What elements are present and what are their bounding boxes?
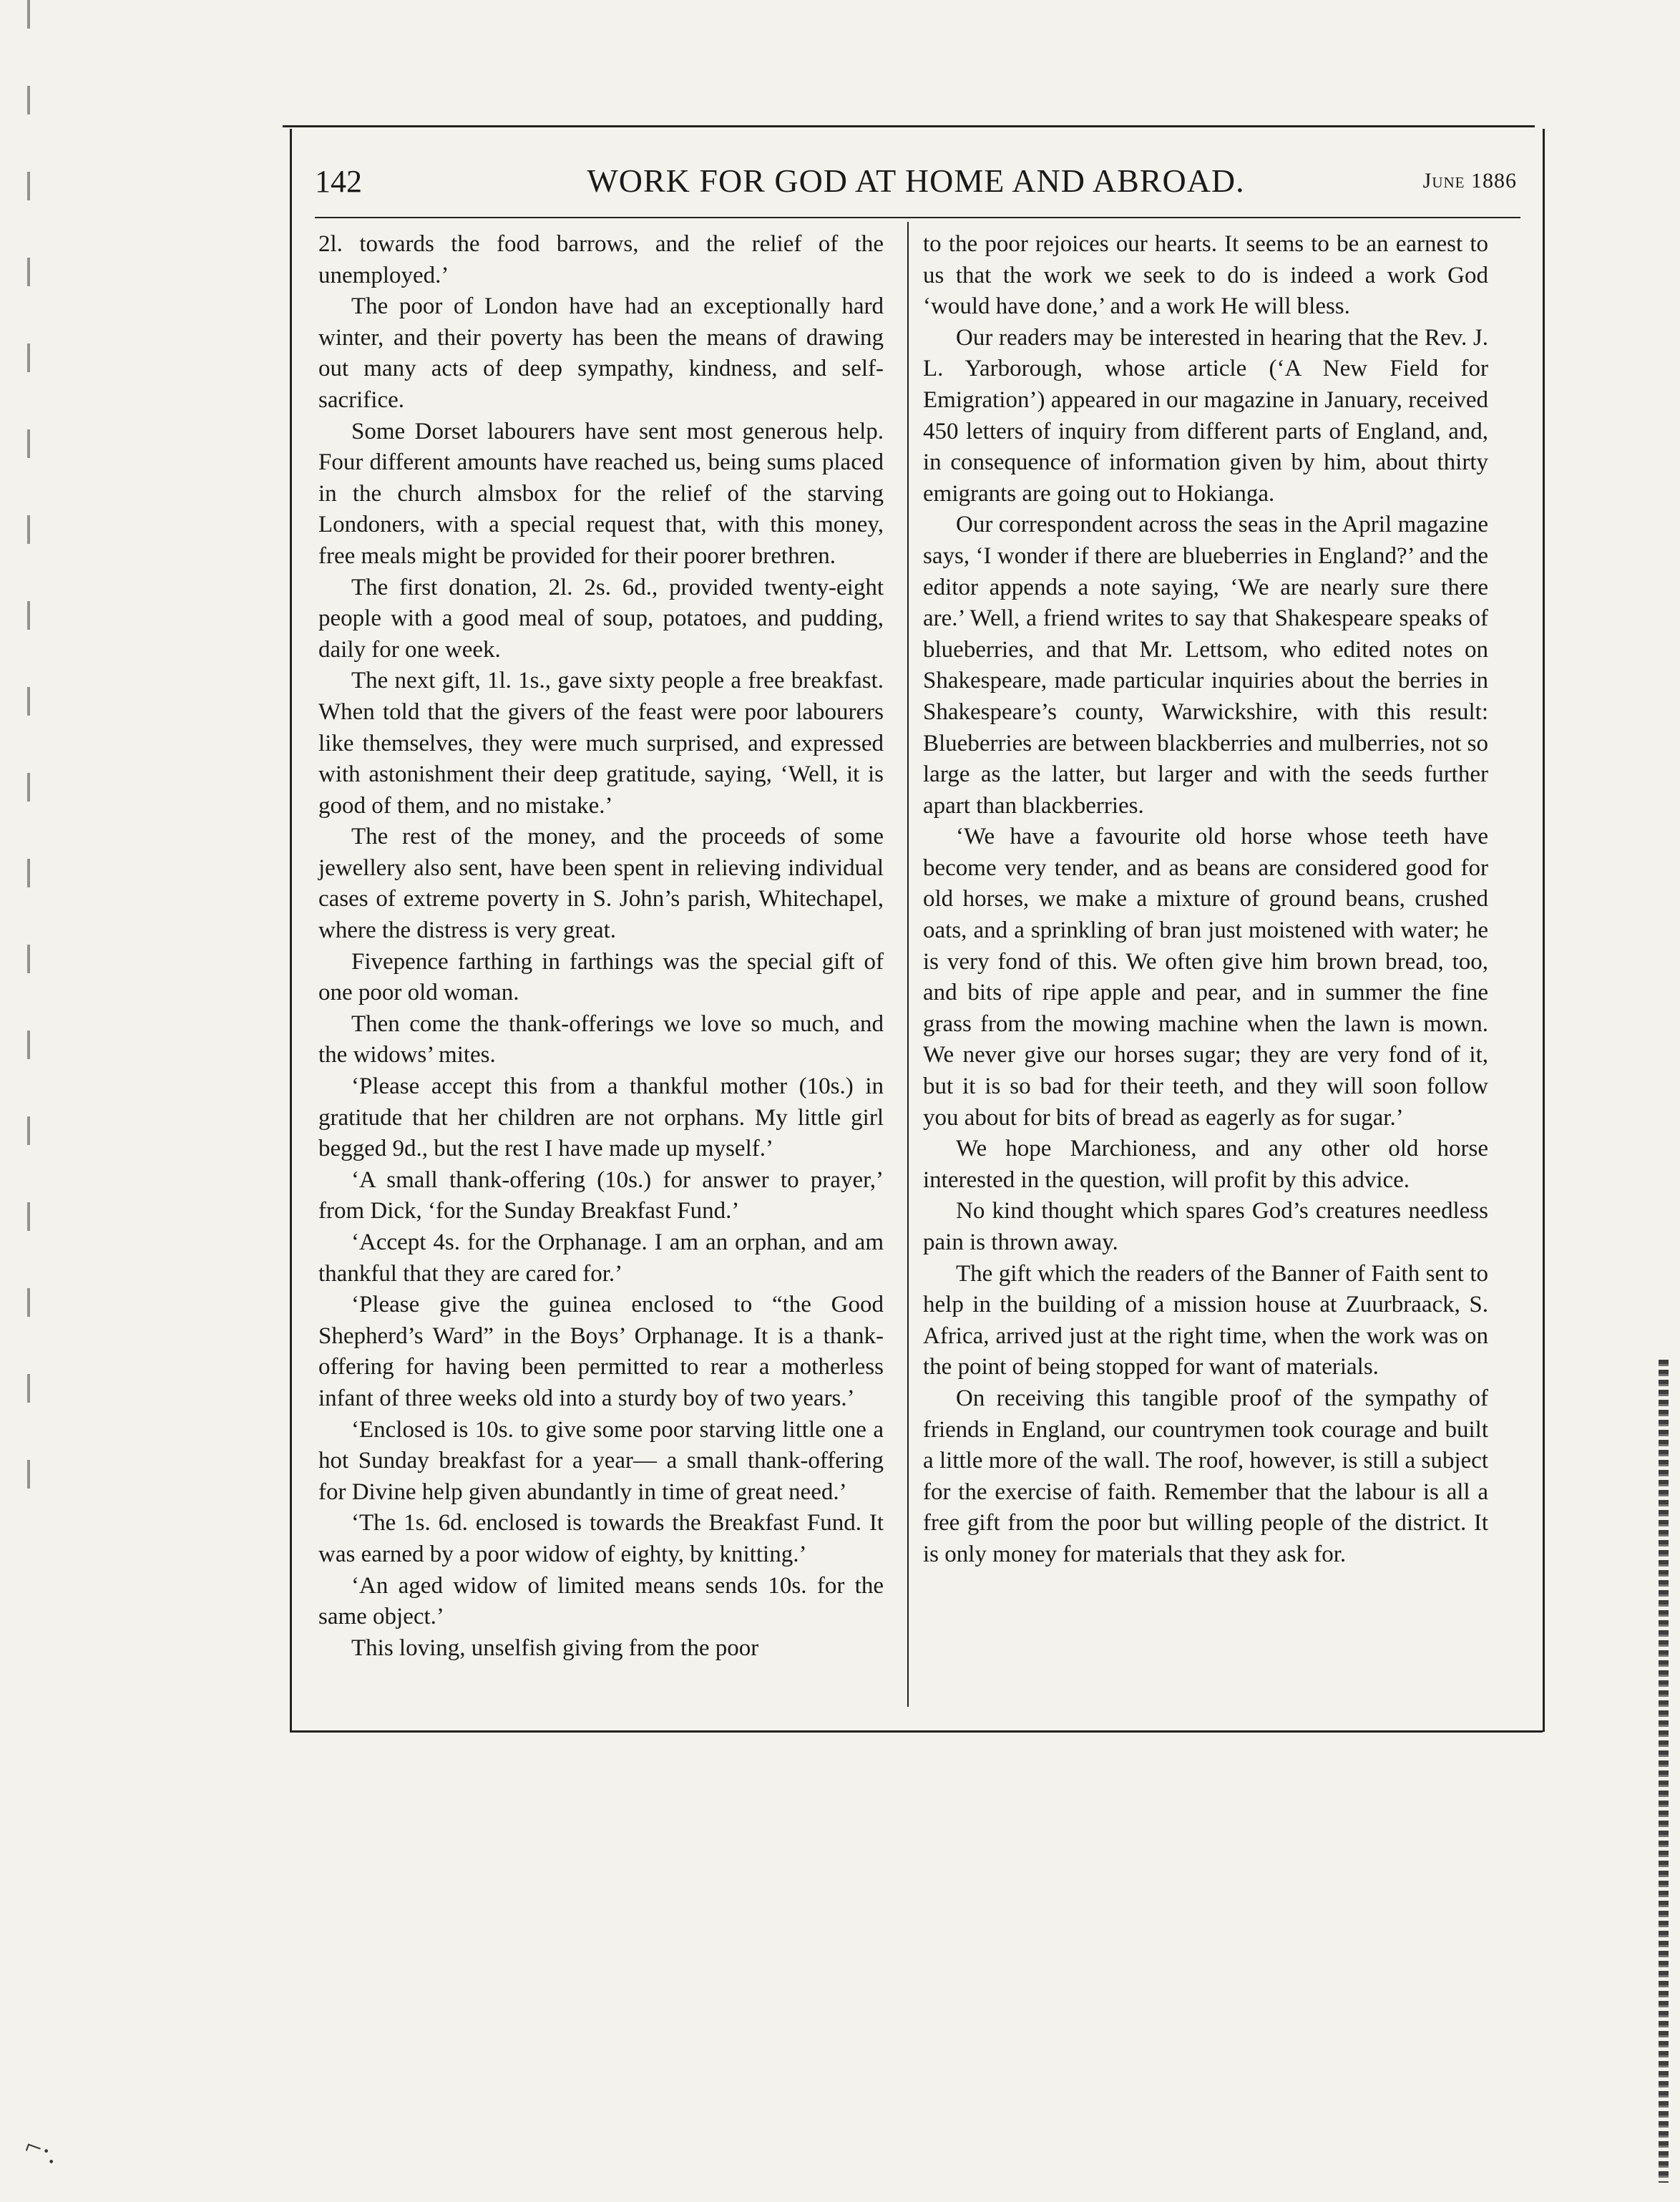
- paragraph: 2l. towards the food barrows, and the relief of the unemployed.’: [318, 231, 884, 288]
- page-bottom-rule: [290, 1730, 1543, 1733]
- paragraph: ‘Please accept this from a thankful mother (10s.) in gratitude that her children are not orphans. My little girl begged 9d., but the rest I have made up myself.’: [318, 1073, 884, 1162]
- paragraph: This loving, unselfish giving from the poor: [351, 1635, 759, 1661]
- paragraph: ‘We have a favourite old horse whose teeth have become very tender, and as beans are considered good for old horses, we make a mixture of ground beans, crushed oats, and a sprinkling of bran just moistened with water; he is very fond of this. We often give him brown bread, too, and bits of ripe apple and pear, and in summer the fine grass from the mowing machine when the lawn is mown. We never give our horses sugar; they are very fond of it, but it is so bad for their teeth, and they will soon follow you about for bits of bread as eagerly as for sugar.’: [923, 824, 1488, 1131]
- paragraph: Then come the thank-offerings we love so much, and the widows’ mites.: [318, 1010, 884, 1068]
- paragraph: The first donation, 2l. 2s. 6d., provided twenty-eight people with a good meal of soup, potatoes, and pudding, daily for one week.: [318, 574, 884, 663]
- paragraph: ‘Please give the guinea enclosed to “the Good Shepherd’s Ward” in the Boys’ Orphanage. It is a thank-offering for having been permitted to rear a motherless infant of three weeks old into a sturdy boy of two years.’: [318, 1292, 884, 1411]
- paragraph: ‘A small thank-offering (10s.) for answer to prayer,’ from Dick, ‘for the Sunday Breakfast Fund.’: [318, 1166, 884, 1224]
- paragraph: The next gift, 1l. 1s., gave sixty people a free breakfast. When told that the givers of the feast were poor labourers like themselves, they were much surprised, and expressed with astonishment their deep gratitude, saying, ‘Well, it is good of them, and no mistake.’: [318, 668, 884, 819]
- paragraph: ‘An aged widow of limited means sends 10s. for the same object.’: [318, 1572, 884, 1630]
- paragraph: Our readers may be interested in hearing that the Rev. J. L. Yarborough, whose article (‘A New Field for Emigration’) appeared in our magazine in January, received 450 letters of inquiry from different parts of England, and, in consequence of information given by him, about thirty emigrants are going out to Hokianga.: [923, 324, 1488, 507]
- scan-artifact: ⌐·.: [21, 2128, 64, 2171]
- paragraph: to the poor rejoices our hearts. It seems to be an earnest to us that the work we seek to do is indeed a work God ‘would have done,’ and a work He will bless.: [923, 231, 1488, 320]
- column-divider: [907, 222, 909, 1707]
- paragraph: No kind thought which spares God’s creatures needless pain is thrown away.: [923, 1198, 1488, 1255]
- paragraph: Our correspondent across the seas in the April magazine says, ‘I wonder if there are blueberries in England?’ and the editor appends a note saying, ‘We are nearly sure there are.’ Well, a friend writes to say that Shakespeare speaks of blueberries, and that Mr. Lettsom, who edited notes on Shakespeare, made particular inquiries about the berries in Shakespeare’s county, Warwickshire, with this result: Blueberries are between blackberries and mulberries, not so large as the latter, but larger and with the seeds further apart than blackberries.: [923, 512, 1488, 819]
- paragraph: ‘Enclosed is 10s. to give some poor starving little one a hot Sunday breakfast for a year— a small thank-offering for Divine help given abundantly in time of great need.’: [318, 1416, 884, 1505]
- scan-edge-right: [1659, 1360, 1669, 2183]
- page-number: 142: [315, 164, 362, 199]
- header-rule: [315, 217, 1520, 218]
- paragraph: The gift which the readers of the Banner of Faith sent to help in the building of a mission house at Zuurbraack, S. Africa, arrived just at the right time, when the work was on the point of being stopped for want of materials.: [923, 1260, 1488, 1380]
- page-top-rule: [283, 125, 1535, 127]
- paragraph: ‘Accept 4s. for the Orphanage. I am an orphan, and am thankful that they are cared for.’: [318, 1229, 884, 1287]
- paragraph: Fivepence farthing in farthings was the special gift of one poor old woman.: [318, 948, 884, 1006]
- page-header: [315, 157, 1517, 208]
- left-column: [318, 229, 884, 1660]
- paragraph: On receiving this tangible proof of the sympathy of friends in England, our countrymen took courage and built a little more of the wall. The roof, however, is still a subject for the exercise of faith. Remember that the labour is all a free gift from the poor but willing people of the district. It is only money for materials that they ask for.: [923, 1385, 1488, 1567]
- paragraph: We hope Marchioness, and any other old horse interested in the question, will profit by this advice.: [923, 1136, 1488, 1193]
- right-column: [923, 229, 1488, 1660]
- paragraph: ‘The 1s. 6d. enclosed is towards the Breakfast Fund. It was earned by a poor widow of eighty, by knitting.’: [318, 1510, 884, 1567]
- running-title: WORK FOR GOD AT HOME AND ABROAD.: [587, 162, 1245, 199]
- paragraph: The rest of the money, and the proceeds of some jewellery also sent, have been spent in relieving individual cases of extreme poverty in S. John’s parish, Whitechapel, where the distress is very great.: [318, 824, 884, 944]
- paragraph: The poor of London have had an exceptionally hard winter, and their poverty has been the means of drawing out many acts of deep sympathy, kindness, and self-sacrifice.: [318, 293, 884, 413]
- paragraph: Some Dorset labourers have sent most generous help. Four different amounts have reached us, being sums placed in the church almsbox for the relief of the starving Londoners, with a special request that, with this money, free meals might be provided for their poorer brethren.: [318, 418, 884, 569]
- scan-edge-left: [27, 0, 30, 1503]
- issue-date: June 1886: [1422, 169, 1517, 193]
